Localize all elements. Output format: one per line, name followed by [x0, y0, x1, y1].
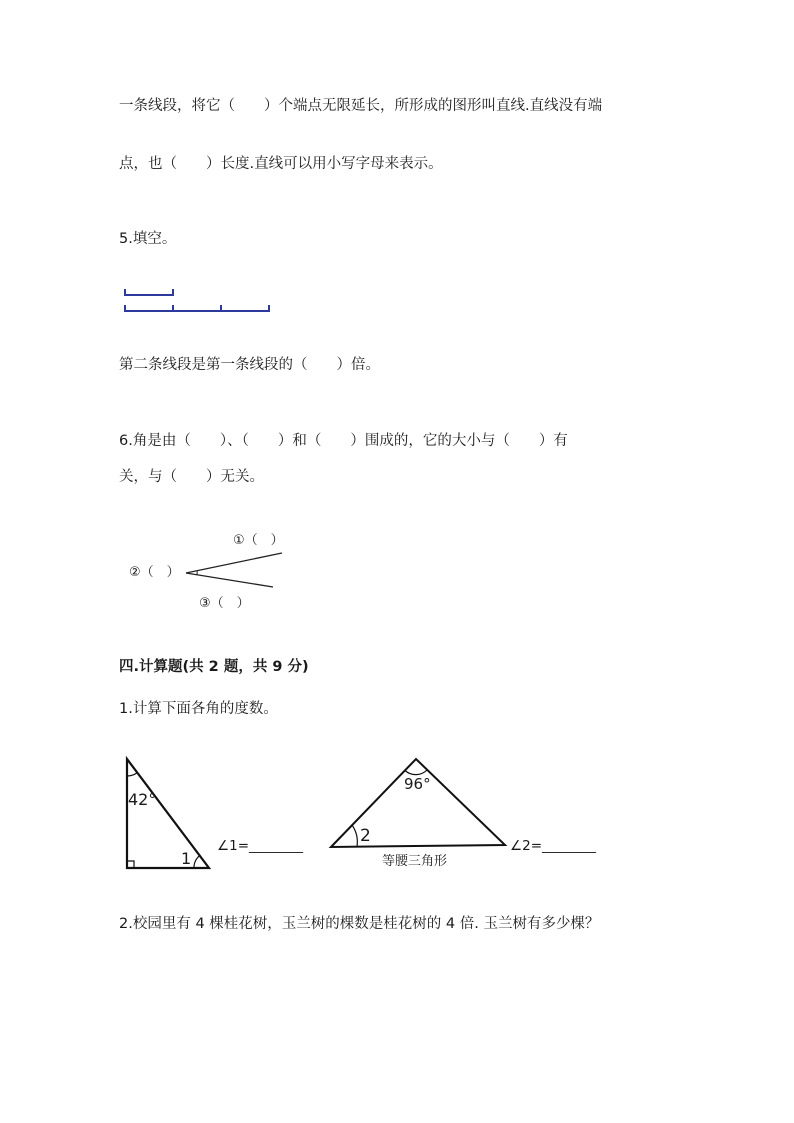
tri1-mark-label: 1 — [181, 849, 192, 868]
answer-angle-2: ∠2=________ — [510, 838, 597, 854]
tri2-mark-label: 2 — [360, 826, 371, 846]
q4-text-line1: 一条线段，将它（ ）个端点无限延长，所形成的图形叫直线.直线没有端 — [119, 98, 603, 114]
angle-label-2: ②（ ） — [129, 565, 180, 580]
calc-q1-text: 1.计算下面各角的度数。 — [119, 701, 278, 717]
q6-text-line1: 6.角是由（ ）、（ ）和（ ）围成的，它的大小与（ ）有 — [119, 433, 568, 449]
isosceles-triangle — [331, 759, 505, 847]
answer-angle-1: ∠1=________ — [217, 838, 304, 854]
calc-q2-text: 2.校园里有 4 棵桂花树，玉兰树的棵数是桂花树的 4 倍. 玉兰树有多少棵？ — [119, 916, 600, 932]
angle-side-lower — [186, 573, 273, 587]
section-heading: 四.计算题(共 2 题，共 9 分) — [119, 659, 309, 675]
second-segment — [125, 305, 269, 312]
angle-side-upper — [186, 553, 282, 573]
q4-text-line2: 点，也（ ）长度.直线可以用小写字母来表示。 — [119, 156, 443, 172]
angle-label-1: ①（ ） — [233, 533, 284, 548]
angle-label-3: ③（ ） — [199, 596, 250, 611]
first-segment — [125, 289, 173, 296]
right-triangle — [127, 759, 209, 868]
q5-question: 第二条线段是第一条线段的（ ）倍。 — [119, 357, 380, 373]
q6-text-line2: 关，与（ ）无关。 — [119, 469, 264, 485]
tri2-caption: 等腰三角形 — [382, 854, 448, 869]
q5-title: 5.填空。 — [119, 231, 177, 247]
tri2-angle-label: 96° — [404, 775, 431, 793]
tri1-angle-label: 42° — [128, 790, 157, 809]
